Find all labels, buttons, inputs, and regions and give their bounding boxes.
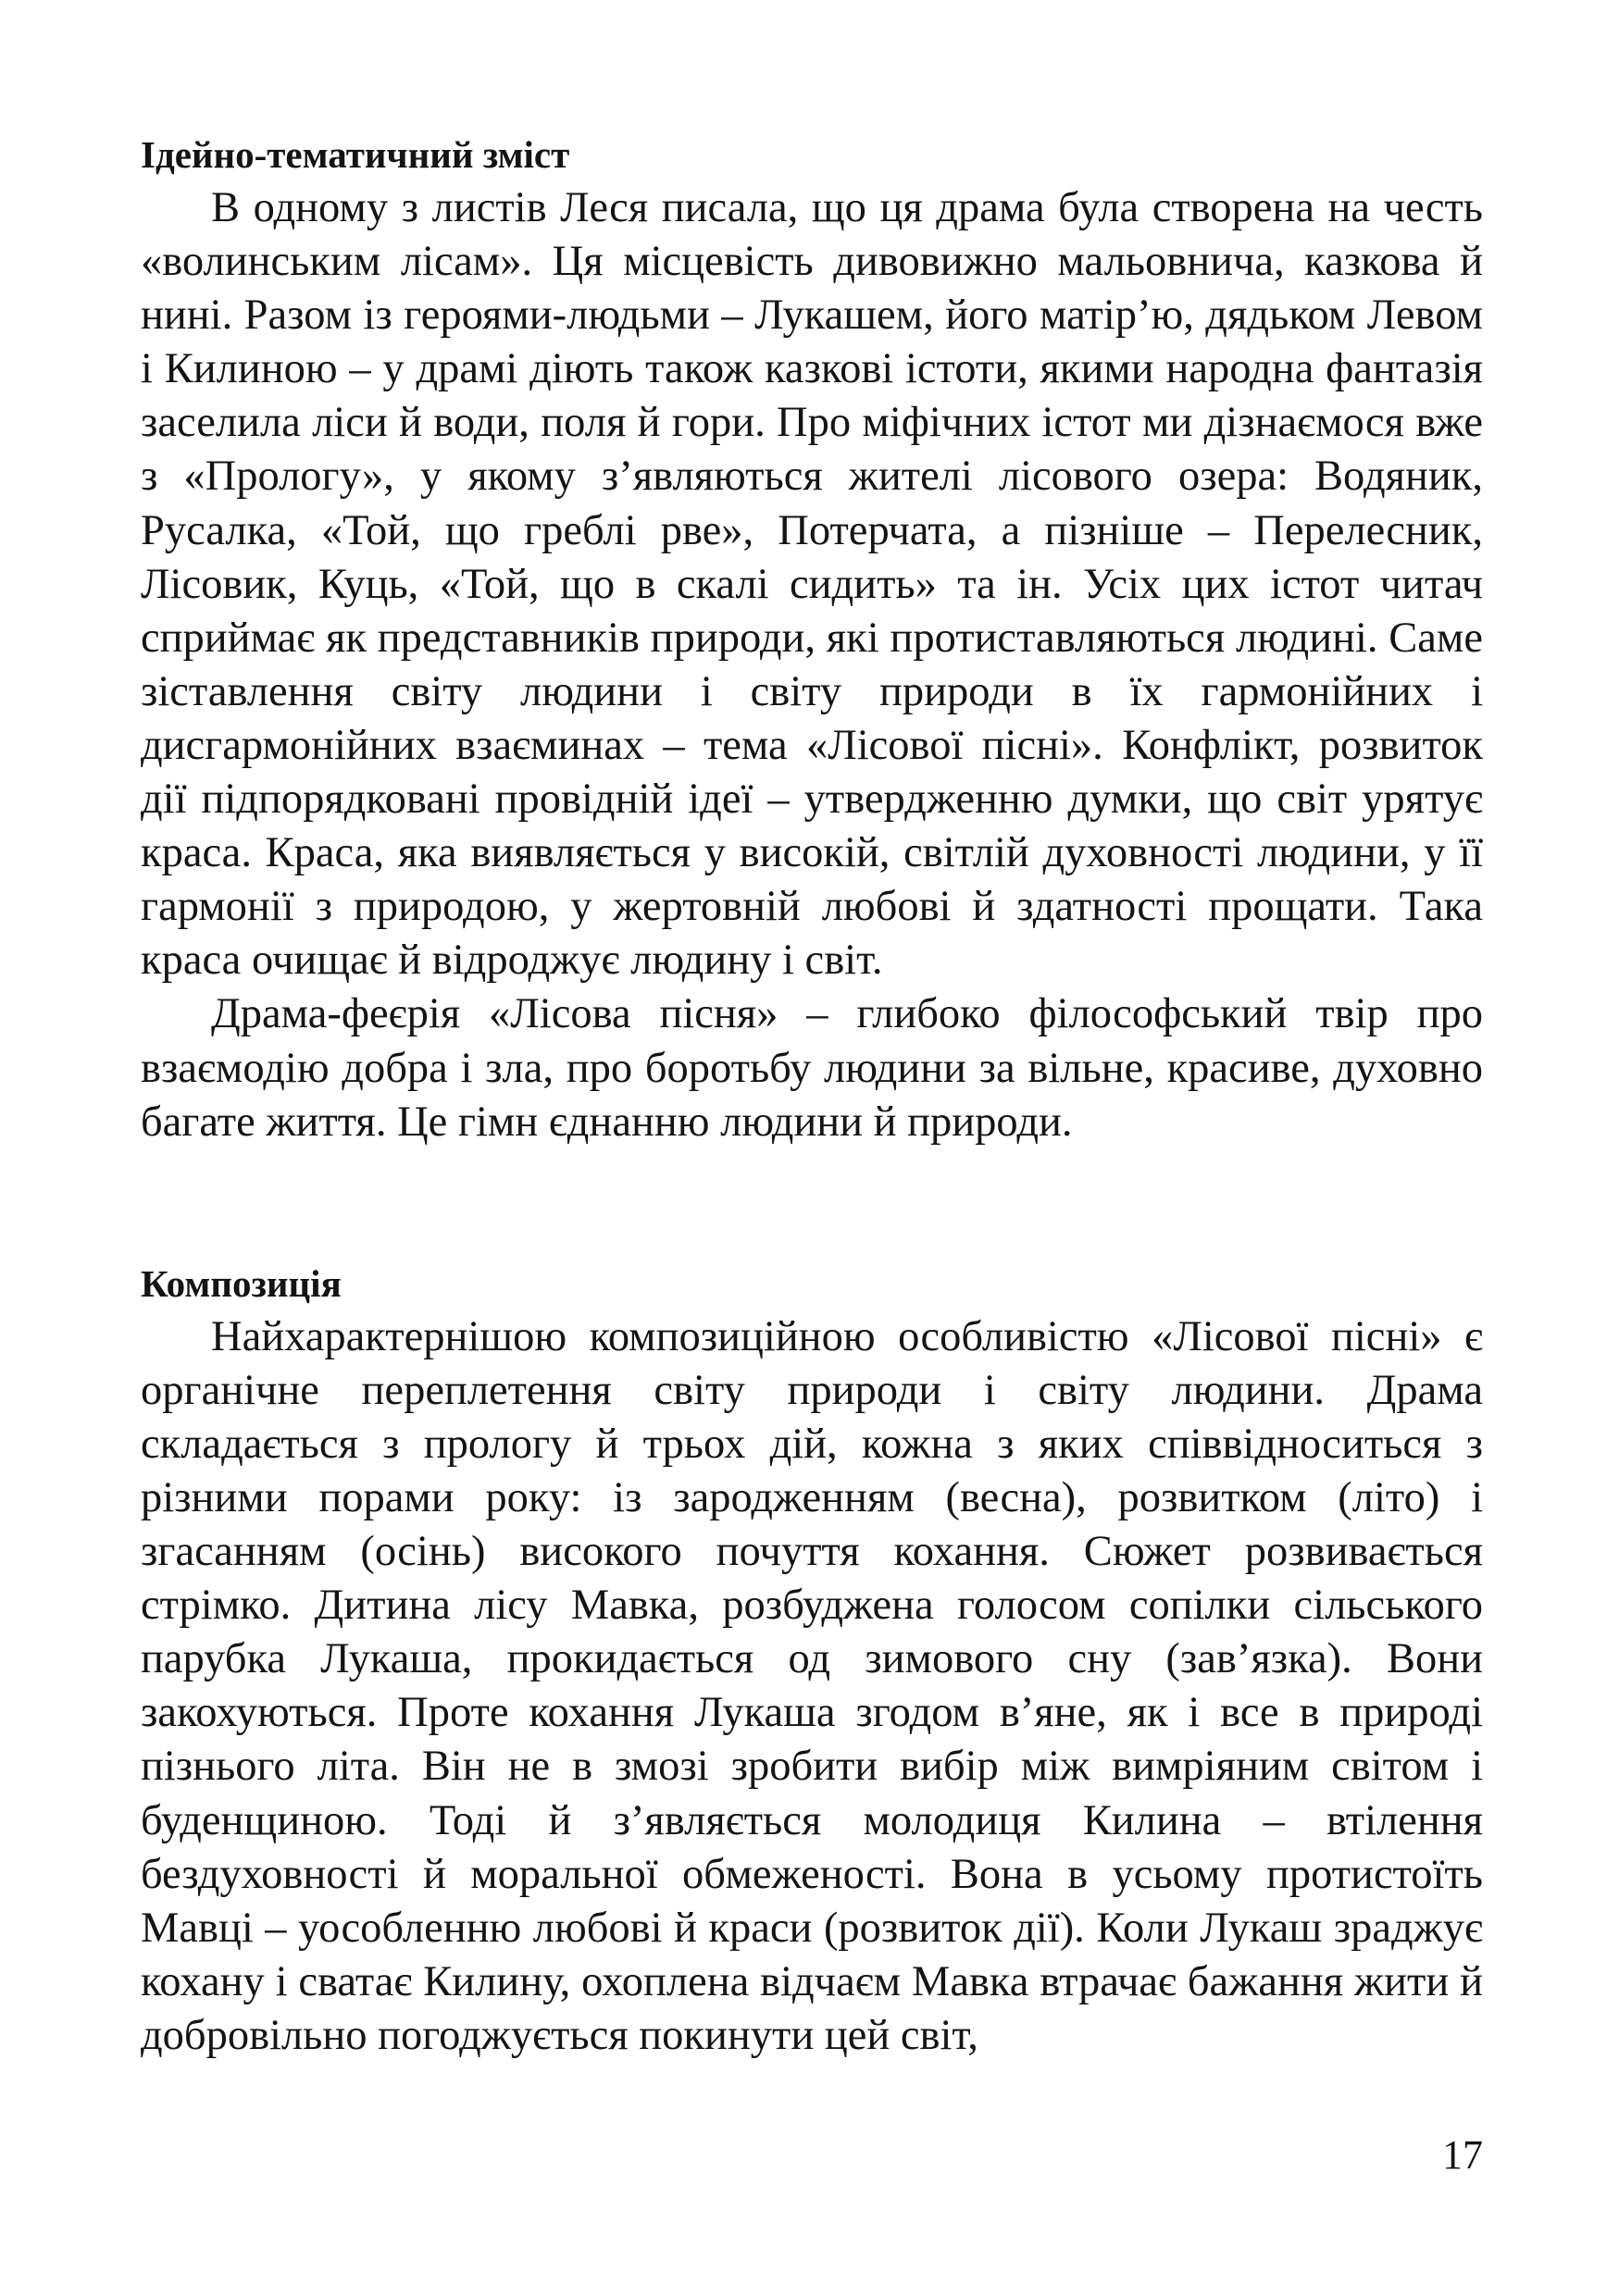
page-number: 17: [1442, 2132, 1483, 2178]
paragraph: В одному з листів Леся писала, що ця драма була створена на честь «волинським лісам». Ця місцевість дивовижно мальовнича, казкова й нині. Разом із героями-людьми – Лукашем, його матір’ю, дядьком Левом і Килиною – у драмі діють також казкові істоти, якими народна фантазія заселила ліси й води, поля й гори. Про міфічних істот ми дізнаємося вже з «Прологу», у якому з’являються жителі лісового озера: Водяник, Русалка, «Той, що греблі рве», Потерчата, а пізніше – Перелесник, Лісовик, Куць, «Той, що в скалі сидить» та ін. Усіх цих істот читач сприймає як представників природи, які протиставляються людині. Саме зіставлення світу людини і світу природи в їх гармонійних і дисгармонійних взаєминах – тема «Лісової пісні». Конфлікт, розвиток дії підпорядковані провідній ідеї – утвердженню думки, що світ урятує краса. Краса, яка виявляється у високій, світлій духовності людини, у її гармонії з природою, у жертовній любові й здатності прощати. Така краса очищає й відроджує людину і світ.: [141, 184, 1483, 985]
section-kompozytsiia: [141, 1257, 1483, 2063]
section-ideino-tematychnyi-zmist: [141, 128, 1483, 1149]
page-content: [141, 128, 1483, 2063]
section-heading: Композиція: [141, 1261, 342, 1305]
paragraph: Драма-феєрія «Лісова пісня» – глибоко філософський твір про взаємодію добра і зла, про боротьбу людини за вільне, красиве, духовно багате життя. Це гімн єднанню людини й природи.: [141, 990, 1483, 1146]
section-heading: Ідейно-тематичний зміст: [141, 133, 570, 176]
section-spacer: [141, 1149, 1483, 1257]
paragraph: Найхарактернішою композиційною особливістю «Лісової пісні» є органічне переплетення світу природи і світу людини. Драма складається з прологу й трьох дій, кожна з яких співвідноситься з різними порами року: із зародженням (весна), розвитком (літо) і згасанням (осінь) високого почуття кохання. Сюжет розвивається стрімко. Дитина лісу Мавка, розбуджена голосом сопілки сільського парубка Лукаша, прокидається од зимового сну (зав’язка). Вони закохуються. Проте кохання Лукаша згодом в’яне, як і все в природі пізнього літа. Він не в змозі зробити вибір між вимріяним світом і буденщиною. Тоді й з’являється молодиця Килина – втілення бездуховності й моральної обмеженості. Вона в усьому протистоїть Мавці – уособленню любові й краси (розвиток дії). Коли Лукаш зраджує кохану і сватає Килину, охоплена відчаєм Мавка втрачає бажання жити й добровільно погоджується покинути цей світ,: [141, 1312, 1483, 2059]
